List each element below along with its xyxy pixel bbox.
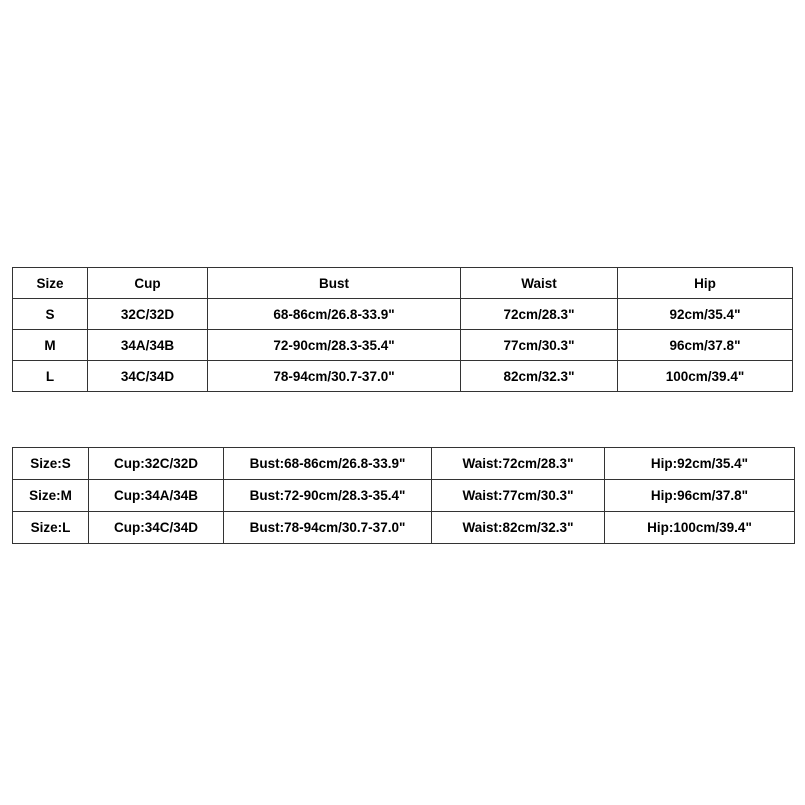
table-row	[13, 330, 793, 361]
header-cup: Cup	[88, 268, 208, 299]
cell-cup: Cup:34A/34B	[89, 480, 224, 512]
table-row	[13, 448, 795, 480]
cell-bust: 72-90cm/28.3-35.4"	[208, 330, 461, 361]
header-hip: Hip	[618, 268, 793, 299]
cell-cup: 32C/32D	[88, 299, 208, 330]
cell-bust: Bust:68-86cm/26.8-33.9"	[224, 448, 432, 480]
cell-waist: Waist:72cm/28.3"	[432, 448, 605, 480]
cell-waist: Waist:82cm/32.3"	[432, 512, 605, 544]
table-row	[13, 361, 793, 392]
cell-hip: Hip:96cm/37.8"	[605, 480, 795, 512]
cell-waist: 82cm/32.3"	[461, 361, 618, 392]
cell-size: Size:M	[13, 480, 89, 512]
table-row	[13, 512, 795, 544]
cell-hip: 96cm/37.8"	[618, 330, 793, 361]
size-chart-labeled-table	[12, 447, 795, 544]
cell-bust: Bust:78-94cm/30.7-37.0"	[224, 512, 432, 544]
cell-waist: 77cm/30.3"	[461, 330, 618, 361]
cell-hip: Hip:92cm/35.4"	[605, 448, 795, 480]
table-row	[13, 480, 795, 512]
table-header-row	[13, 268, 793, 299]
header-bust: Bust	[208, 268, 461, 299]
cell-waist: Waist:77cm/30.3"	[432, 480, 605, 512]
cell-bust: 68-86cm/26.8-33.9"	[208, 299, 461, 330]
cell-hip: Hip:100cm/39.4"	[605, 512, 795, 544]
cell-hip: 92cm/35.4"	[618, 299, 793, 330]
table-row	[13, 299, 793, 330]
size-chart-table	[12, 267, 793, 392]
header-size: Size	[13, 268, 88, 299]
cell-cup: Cup:32C/32D	[89, 448, 224, 480]
header-waist: Waist	[461, 268, 618, 299]
cell-cup: 34C/34D	[88, 361, 208, 392]
cell-cup: 34A/34B	[88, 330, 208, 361]
cell-bust: 78-94cm/30.7-37.0"	[208, 361, 461, 392]
cell-waist: 72cm/28.3"	[461, 299, 618, 330]
cell-size: L	[13, 361, 88, 392]
cell-cup: Cup:34C/34D	[89, 512, 224, 544]
cell-size: S	[13, 299, 88, 330]
cell-size: Size:S	[13, 448, 89, 480]
cell-bust: Bust:72-90cm/28.3-35.4"	[224, 480, 432, 512]
cell-size: Size:L	[13, 512, 89, 544]
cell-size: M	[13, 330, 88, 361]
cell-hip: 100cm/39.4"	[618, 361, 793, 392]
